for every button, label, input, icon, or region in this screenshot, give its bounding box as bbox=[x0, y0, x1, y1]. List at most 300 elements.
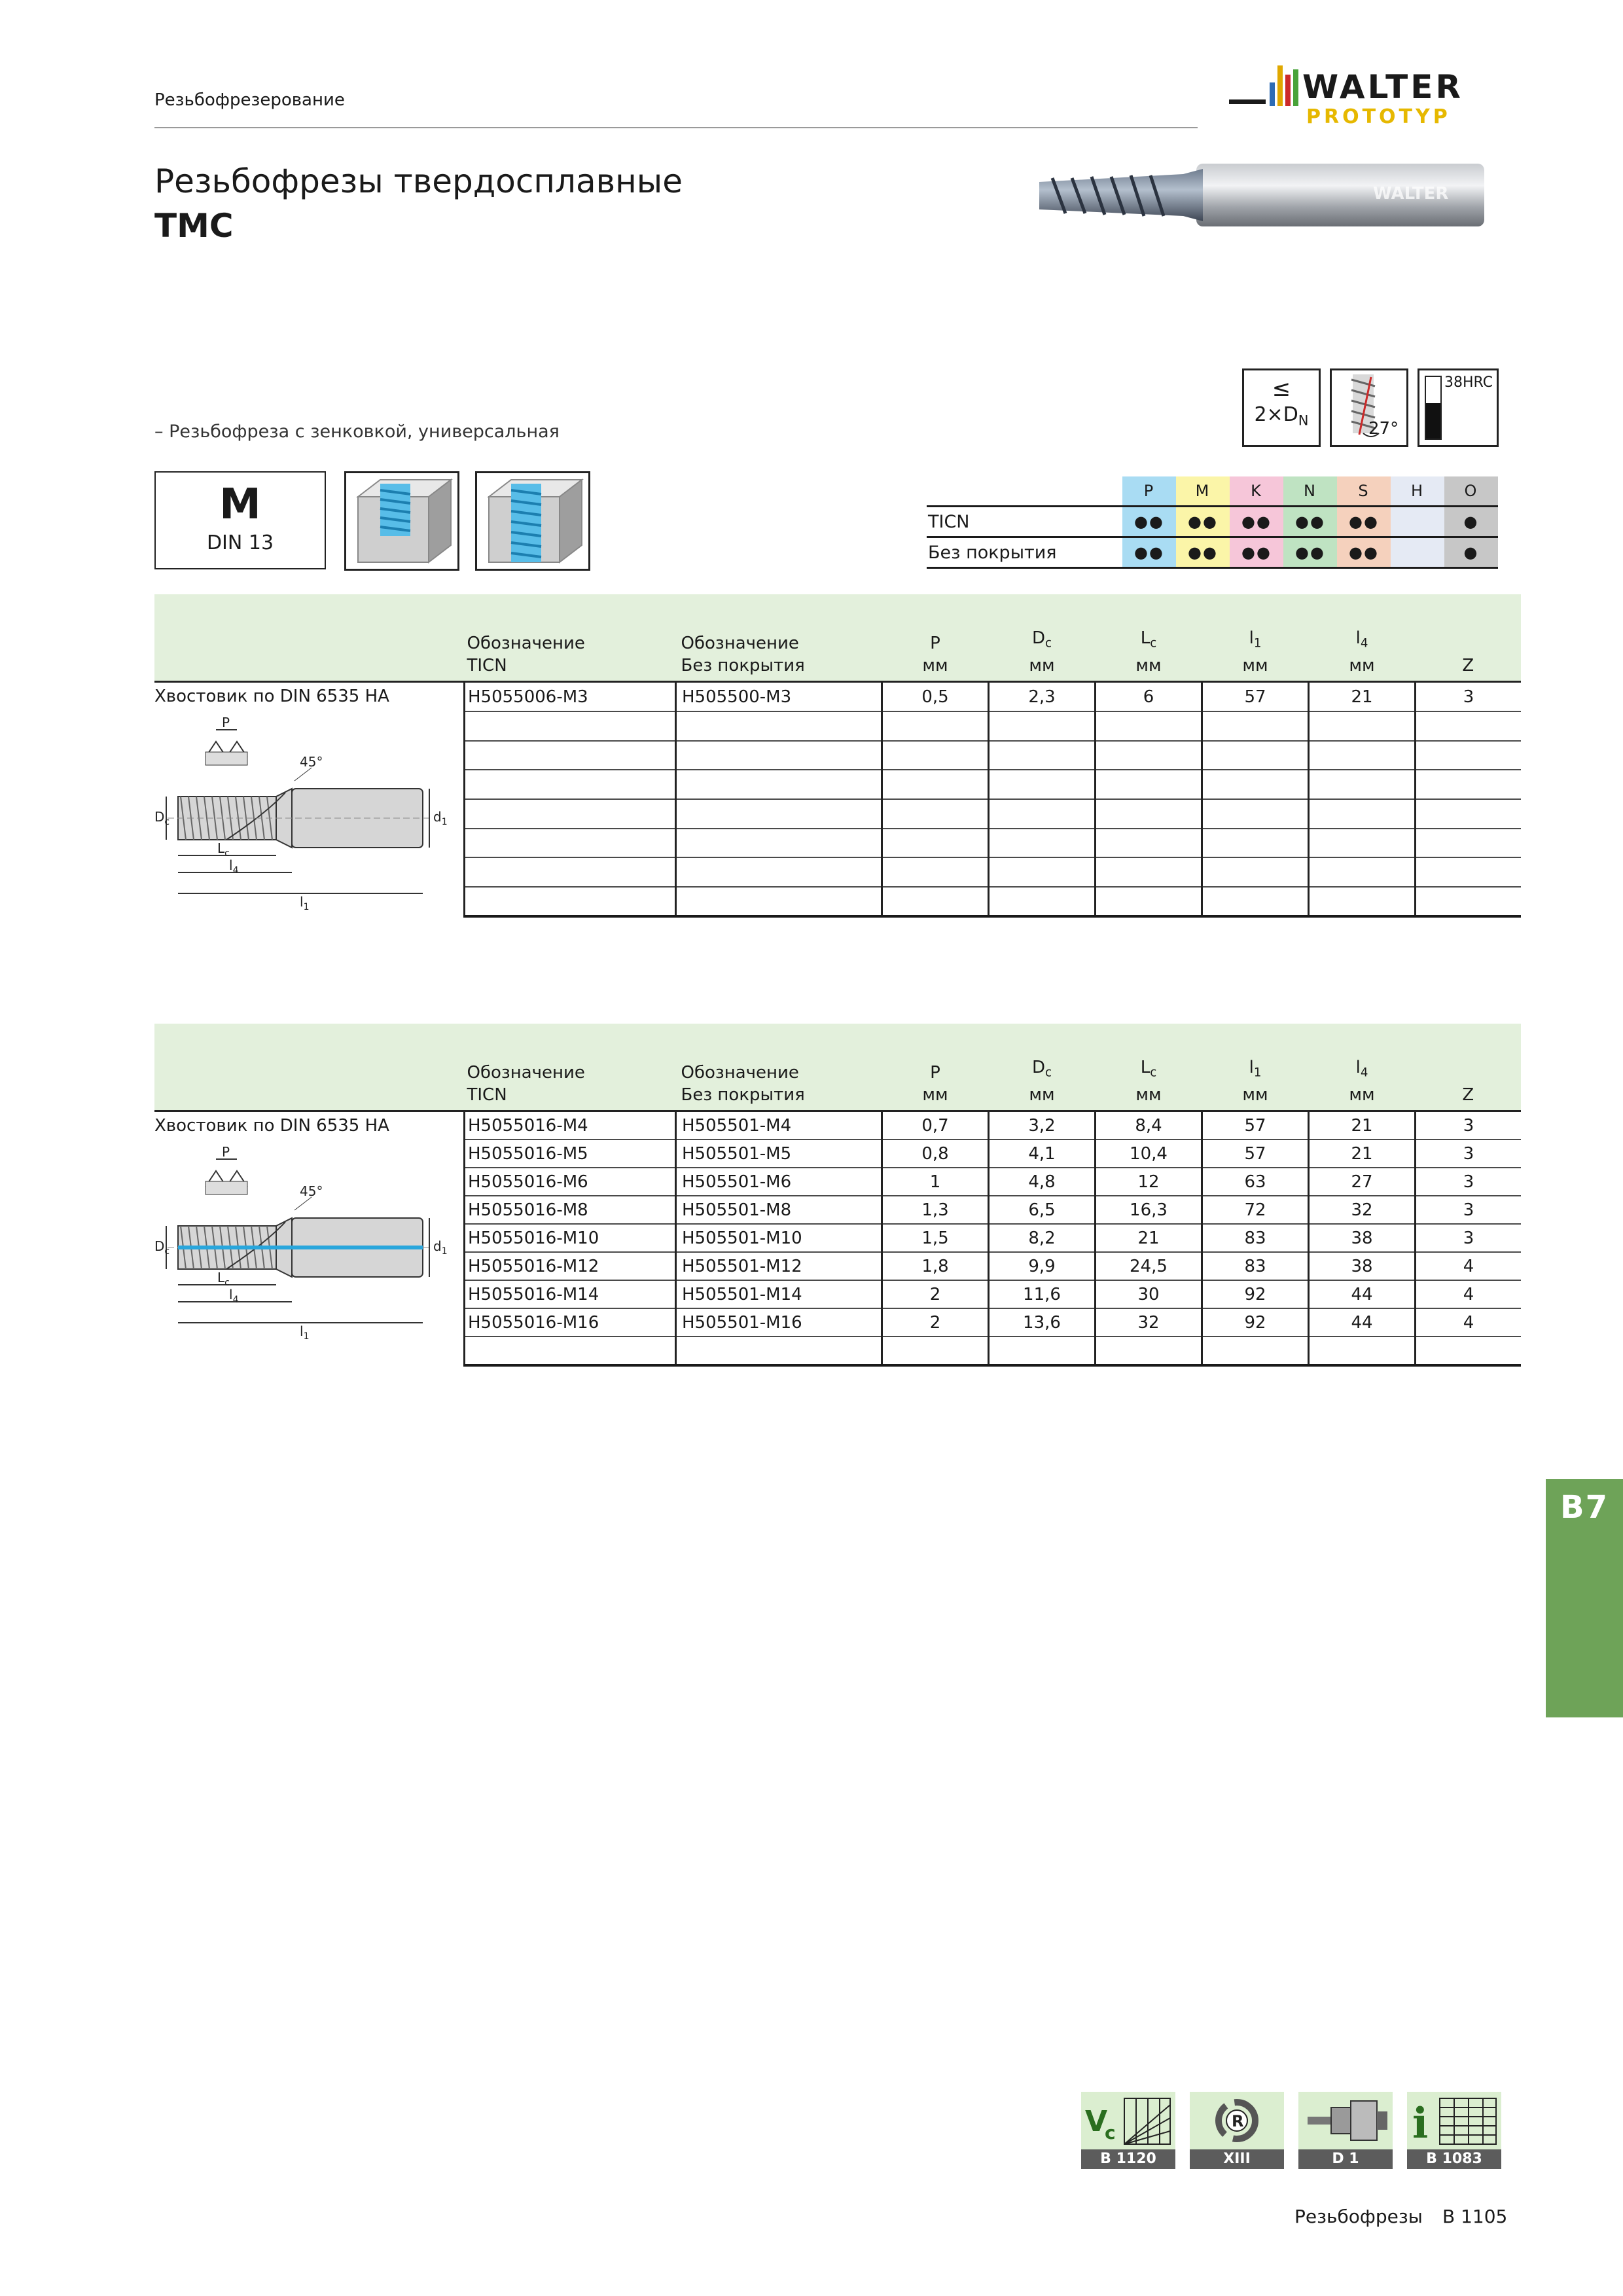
cell-z: 4 bbox=[1416, 1280, 1522, 1308]
cell-z bbox=[1416, 857, 1522, 887]
cell-p bbox=[882, 857, 989, 887]
cell-p: 2 bbox=[882, 1308, 989, 1336]
col-dc-sub: c bbox=[1045, 1066, 1052, 1080]
footer-page-number: B 1105 bbox=[1442, 2206, 1508, 2227]
cell-l1: 83 bbox=[1202, 1224, 1309, 1252]
depth-sub: N bbox=[1298, 412, 1309, 429]
cell-lc: 8,4 bbox=[1096, 1111, 1202, 1140]
col-header-ticn bbox=[465, 627, 676, 682]
cell-lc: 6 bbox=[1096, 682, 1202, 711]
cell-p bbox=[882, 799, 989, 829]
cell-lc bbox=[1096, 829, 1202, 858]
col-header-lc bbox=[1096, 1056, 1202, 1111]
cell-c1 bbox=[465, 711, 676, 741]
material-header-o: O bbox=[1444, 476, 1498, 507]
cell-p: 1 bbox=[882, 1168, 989, 1196]
cell-lc bbox=[1096, 857, 1202, 887]
material-cell: ●● bbox=[1230, 537, 1283, 568]
unit-mm: мм bbox=[1242, 656, 1268, 676]
col-header-ticn bbox=[465, 1056, 676, 1111]
svg-text:R: R bbox=[1232, 2112, 1244, 2130]
regrind-icon bbox=[1190, 2092, 1284, 2149]
cell-dc bbox=[989, 799, 1096, 829]
cell-c2: H505501-M12 bbox=[676, 1252, 882, 1280]
material-header-p: P bbox=[1122, 476, 1176, 507]
col-header-uncoated bbox=[676, 1056, 882, 1111]
cell-l4: 21 bbox=[1309, 1111, 1416, 1140]
cell-p: 0,7 bbox=[882, 1111, 989, 1140]
tool-dimension-drawing bbox=[154, 715, 448, 913]
l1-label: $l_1$ bbox=[300, 894, 310, 913]
unit-mm: мм bbox=[1349, 1085, 1375, 1105]
tool-holder-graphic bbox=[1298, 2092, 1393, 2149]
cell-z: 3 bbox=[1416, 1139, 1522, 1168]
cell-p bbox=[882, 1336, 989, 1365]
cell-l1 bbox=[1202, 799, 1309, 829]
svg-text:c: c bbox=[1105, 2122, 1116, 2144]
ref-tool-holder-label: D 1 bbox=[1298, 2149, 1393, 2169]
cell-l4: 21 bbox=[1309, 1139, 1416, 1168]
cell-c1 bbox=[465, 799, 676, 829]
cell-c1 bbox=[465, 1336, 676, 1365]
cell-p: 0,8 bbox=[882, 1139, 989, 1168]
cell-l4 bbox=[1309, 887, 1416, 917]
cell-l1 bbox=[1202, 857, 1309, 887]
ref-tool-holder bbox=[1298, 2092, 1393, 2170]
svg-text:V: V bbox=[1085, 2105, 1108, 2138]
ref-info-table bbox=[1407, 2092, 1501, 2170]
drawing-wrap bbox=[154, 1145, 463, 1346]
tool-dimension-drawing bbox=[154, 1144, 448, 1342]
cell-c1: H5055016-M14 bbox=[465, 1280, 676, 1308]
cell-l1: 57 bbox=[1202, 682, 1309, 711]
col-z: Z bbox=[1462, 1085, 1474, 1105]
material-cell: ●● bbox=[1283, 507, 1337, 537]
brand-sub-text: PROTOTYP bbox=[1306, 105, 1451, 128]
table-header-band bbox=[154, 594, 1521, 627]
cell-c1 bbox=[465, 829, 676, 858]
product-table-m4-m16 bbox=[154, 1024, 1521, 1367]
cell-c2: H505501-M6 bbox=[676, 1168, 882, 1196]
cell-z: 4 bbox=[1416, 1308, 1522, 1336]
table-header-row bbox=[154, 627, 1521, 682]
cell-c2 bbox=[676, 829, 882, 858]
cell-c1: H5055016-M12 bbox=[465, 1252, 676, 1280]
cell-z bbox=[1416, 887, 1522, 917]
ref-regrind-label: XIII bbox=[1190, 2149, 1284, 2169]
cell-dc bbox=[989, 741, 1096, 770]
col-p: P bbox=[930, 634, 940, 654]
col-header-dc bbox=[989, 1056, 1096, 1111]
cell-l4: 44 bbox=[1309, 1308, 1416, 1336]
col-ticn-sub: TICN bbox=[467, 1085, 507, 1105]
dc-label: $D_c$ bbox=[154, 1238, 170, 1257]
cell-l1 bbox=[1202, 770, 1309, 799]
cell-p: 2 bbox=[882, 1280, 989, 1308]
cell-p: 1,5 bbox=[882, 1224, 989, 1252]
unit-mm: мм bbox=[922, 1085, 948, 1105]
cell-c1: H5055016-M6 bbox=[465, 1168, 676, 1196]
ref-cutting-speed-label: B 1120 bbox=[1081, 2149, 1175, 2169]
cell-p: 1,8 bbox=[882, 1252, 989, 1280]
cell-l1 bbox=[1202, 1336, 1309, 1365]
cell-z bbox=[1416, 741, 1522, 770]
cell-lc: 10,4 bbox=[1096, 1139, 1202, 1168]
cell-l4 bbox=[1309, 770, 1416, 799]
unit-mm: мм bbox=[922, 656, 948, 676]
material-cell: ●● bbox=[1176, 537, 1230, 568]
cell-dc: 9,9 bbox=[989, 1252, 1096, 1280]
material-suitability-table bbox=[927, 476, 1498, 569]
cell-l1 bbox=[1202, 711, 1309, 741]
section-label: Резьбофрезерование bbox=[154, 90, 345, 110]
ref-info-table-label: B 1083 bbox=[1407, 2149, 1501, 2169]
cell-l4: 38 bbox=[1309, 1224, 1416, 1252]
cell-p: 1,3 bbox=[882, 1196, 989, 1224]
cell-dc: 13,6 bbox=[989, 1308, 1096, 1336]
cell-p bbox=[882, 887, 989, 917]
cell-l4: 32 bbox=[1309, 1196, 1416, 1224]
lc-label: $L_c$ bbox=[217, 1270, 230, 1289]
cell-c1: H5055016-M4 bbox=[465, 1111, 676, 1140]
shank-cell bbox=[154, 682, 465, 917]
hardness-gauge bbox=[1425, 376, 1442, 440]
col-uncoated-sub: Без покрытия bbox=[681, 656, 805, 676]
tool-holder-icon bbox=[1298, 2092, 1393, 2149]
material-row-label: Без покрытия bbox=[927, 537, 1122, 568]
material-row-ticn bbox=[927, 507, 1498, 537]
cell-c2: H505500-M3 bbox=[676, 682, 882, 711]
ref-cutting-speed bbox=[1081, 2092, 1175, 2170]
col-l1: l bbox=[1249, 628, 1254, 648]
cell-c2 bbox=[676, 799, 882, 829]
cell-c1: H5055016-M8 bbox=[465, 1196, 676, 1224]
cell-c2: H505501-M14 bbox=[676, 1280, 882, 1308]
col-l1-sub: 1 bbox=[1253, 1066, 1262, 1080]
col-dc: D bbox=[1031, 1058, 1046, 1077]
info-table-graphic bbox=[1407, 2092, 1501, 2149]
cell-lc bbox=[1096, 1336, 1202, 1365]
d1-label: $d_1$ bbox=[433, 1238, 448, 1257]
table-header-spacer bbox=[154, 594, 1521, 627]
pitch-label: P bbox=[222, 1144, 230, 1160]
col-l4: l bbox=[1355, 1058, 1361, 1077]
cell-l4 bbox=[1309, 829, 1416, 858]
info-table-icon bbox=[1407, 2092, 1501, 2149]
cell-lc: 30 bbox=[1096, 1280, 1202, 1308]
table-row bbox=[154, 1111, 1521, 1140]
cell-p: 0,5 bbox=[882, 682, 989, 711]
l4-label: $l_4$ bbox=[229, 1287, 239, 1306]
lc-label: $L_c$ bbox=[217, 840, 230, 859]
dc-label: $D_c$ bbox=[154, 809, 170, 828]
cell-z: 4 bbox=[1416, 1252, 1522, 1280]
tool-engraving: WALTER bbox=[1373, 184, 1449, 204]
cell-l1 bbox=[1202, 829, 1309, 858]
cell-l4: 38 bbox=[1309, 1252, 1416, 1280]
col-l4-sub: 4 bbox=[1360, 1066, 1368, 1080]
cell-c2 bbox=[676, 887, 882, 917]
hardness-gauge-fill bbox=[1426, 403, 1440, 439]
cell-z bbox=[1416, 799, 1522, 829]
table-header-spacer bbox=[154, 1024, 1521, 1056]
helix-angle-label: 27° bbox=[1368, 419, 1399, 439]
walter-prototyp-logo bbox=[1229, 60, 1504, 132]
material-cell bbox=[1391, 537, 1444, 568]
l4-label: $l_4$ bbox=[229, 857, 239, 876]
col-header-l4 bbox=[1309, 627, 1416, 682]
brand-main-text: WALTER bbox=[1302, 68, 1463, 106]
cell-lc: 32 bbox=[1096, 1308, 1202, 1336]
material-header-k: K bbox=[1230, 476, 1283, 507]
depth-symbol: ≤ bbox=[1272, 376, 1291, 402]
thread-profile-letter: M bbox=[219, 480, 261, 529]
col-header-lc bbox=[1096, 627, 1202, 682]
cell-l1 bbox=[1202, 887, 1309, 917]
material-cell: ●● bbox=[1283, 537, 1337, 568]
cell-l4 bbox=[1309, 857, 1416, 887]
cell-z: 3 bbox=[1416, 1168, 1522, 1196]
material-header-n: N bbox=[1283, 476, 1337, 507]
cutting-speed-icon bbox=[1081, 2092, 1175, 2149]
cell-l1 bbox=[1202, 741, 1309, 770]
material-cell: ●● bbox=[1122, 537, 1176, 568]
pitch-label: P bbox=[222, 715, 230, 731]
shank-label: Хвостовик по DIN 6535 HA bbox=[154, 687, 389, 707]
col-p: P bbox=[930, 1063, 940, 1083]
cell-lc bbox=[1096, 887, 1202, 917]
cell-lc bbox=[1096, 770, 1202, 799]
cell-dc bbox=[989, 1336, 1096, 1365]
depth-2xdn-icon bbox=[1242, 368, 1321, 447]
cell-z: 3 bbox=[1416, 1111, 1522, 1140]
unit-mm: мм bbox=[1135, 656, 1162, 676]
cell-dc bbox=[989, 711, 1096, 741]
thread-standard-din: DIN 13 bbox=[206, 531, 274, 554]
depth-value bbox=[1244, 403, 1319, 428]
cell-z: 3 bbox=[1416, 1196, 1522, 1224]
unit-mm: мм bbox=[1135, 1085, 1162, 1105]
cell-c1 bbox=[465, 887, 676, 917]
cell-c2 bbox=[676, 770, 882, 799]
col-dc-sub: c bbox=[1045, 636, 1052, 651]
col-header-uncoated bbox=[676, 627, 882, 682]
material-cell: ● bbox=[1444, 537, 1498, 568]
material-header-s: S bbox=[1337, 476, 1391, 507]
ref-regrind bbox=[1190, 2092, 1284, 2170]
cell-z bbox=[1416, 1336, 1522, 1365]
thread-mill-photo bbox=[1033, 156, 1495, 234]
col-lc: L bbox=[1140, 628, 1150, 648]
cell-c2 bbox=[676, 1336, 882, 1365]
material-cell: ●● bbox=[1337, 507, 1391, 537]
col-ticn-sub: TICN bbox=[467, 656, 507, 676]
cell-z: 3 bbox=[1416, 682, 1522, 711]
thread-standard-box bbox=[154, 471, 326, 569]
col-uncoated-title: Обозначение bbox=[681, 1063, 799, 1083]
cell-z: 3 bbox=[1416, 1224, 1522, 1252]
cell-c2: H505501-M10 bbox=[676, 1224, 882, 1252]
page-subtitle-code: TMC bbox=[154, 207, 234, 245]
cell-l4 bbox=[1309, 711, 1416, 741]
material-cell: ●● bbox=[1122, 507, 1176, 537]
cell-c1 bbox=[465, 741, 676, 770]
cell-dc bbox=[989, 829, 1096, 858]
product-description: – Резьбофреза с зенковкой, универсальная bbox=[154, 422, 560, 442]
cell-lc bbox=[1096, 711, 1202, 741]
blind-hole-pictogram bbox=[344, 471, 459, 571]
cell-dc: 8,2 bbox=[989, 1224, 1096, 1252]
page-title: Резьбофрезы твердосплавные bbox=[154, 162, 683, 200]
col-uncoated-sub: Без покрытия bbox=[681, 1085, 805, 1105]
through-hole-icon bbox=[477, 473, 588, 569]
cell-c1: H5055016-M5 bbox=[465, 1139, 676, 1168]
cell-l1: 92 bbox=[1202, 1280, 1309, 1308]
cell-l4 bbox=[1309, 799, 1416, 829]
product-table-m3 bbox=[154, 594, 1521, 918]
cell-l4: 21 bbox=[1309, 682, 1416, 711]
footer-chapter: Резьбофрезы bbox=[1294, 2206, 1423, 2227]
material-header-row bbox=[927, 476, 1498, 507]
cell-dc: 4,8 bbox=[989, 1168, 1096, 1196]
cell-dc: 11,6 bbox=[989, 1280, 1096, 1308]
through-hole-pictogram bbox=[475, 471, 590, 571]
cell-lc bbox=[1096, 799, 1202, 829]
col-header-pitch bbox=[882, 627, 989, 682]
material-cell: ●● bbox=[1337, 537, 1391, 568]
material-cell: ●● bbox=[1230, 507, 1283, 537]
cell-p bbox=[882, 711, 989, 741]
cell-c1 bbox=[465, 857, 676, 887]
cell-c1: H5055016-M16 bbox=[465, 1308, 676, 1336]
cell-l4: 44 bbox=[1309, 1280, 1416, 1308]
chamfer-angle-label: 45° bbox=[300, 754, 323, 770]
cell-lc: 21 bbox=[1096, 1224, 1202, 1252]
cell-c2 bbox=[676, 857, 882, 887]
material-header-m: M bbox=[1176, 476, 1230, 507]
l1-label: $l_1$ bbox=[300, 1323, 310, 1342]
col-lc-sub: c bbox=[1150, 636, 1157, 651]
cutting-speed-graphic bbox=[1081, 2092, 1175, 2149]
col-dc: D bbox=[1031, 628, 1046, 648]
unit-mm: мм bbox=[1029, 1085, 1055, 1105]
cell-c1: H5055016-M10 bbox=[465, 1224, 676, 1252]
cell-l1: 63 bbox=[1202, 1168, 1309, 1196]
cell-c2: H505501-M4 bbox=[676, 1111, 882, 1140]
drawing-wrap bbox=[154, 715, 463, 916]
col-l4-sub: 4 bbox=[1360, 636, 1368, 651]
material-header-spacer bbox=[927, 476, 1122, 507]
table-header-row bbox=[154, 1056, 1521, 1111]
cell-l4 bbox=[1309, 741, 1416, 770]
cell-c2: H505501-M16 bbox=[676, 1308, 882, 1336]
cell-dc: 2,3 bbox=[989, 682, 1096, 711]
shank-label: Хвостовик по DIN 6535 HA bbox=[154, 1116, 389, 1136]
cell-z bbox=[1416, 711, 1522, 741]
cell-l4 bbox=[1309, 1336, 1416, 1365]
col-header-dc bbox=[989, 627, 1096, 682]
shank-cell bbox=[154, 1111, 465, 1366]
cell-lc bbox=[1096, 741, 1202, 770]
col-header-z bbox=[1416, 627, 1522, 682]
hardness-icon bbox=[1418, 368, 1499, 447]
col-header-z bbox=[1416, 1056, 1522, 1111]
col-l4: l bbox=[1355, 628, 1361, 648]
hardness-label: 38HRC bbox=[1444, 374, 1493, 391]
cell-z bbox=[1416, 770, 1522, 799]
cell-p bbox=[882, 770, 989, 799]
svg-text:i: i bbox=[1412, 2099, 1429, 2148]
regrind-graphic bbox=[1190, 2092, 1284, 2149]
col-lc-sub: c bbox=[1150, 1066, 1157, 1080]
chamfer-angle-label: 45° bbox=[300, 1183, 323, 1200]
unit-mm: мм bbox=[1349, 656, 1375, 676]
cell-dc: 6,5 bbox=[989, 1196, 1096, 1224]
unit-mm: мм bbox=[1242, 1085, 1268, 1105]
cell-c1 bbox=[465, 770, 676, 799]
table-header-band bbox=[154, 1024, 1521, 1056]
material-cell: ●● bbox=[1176, 507, 1230, 537]
cell-c2: H505501-M8 bbox=[676, 1196, 882, 1224]
cell-c2 bbox=[676, 741, 882, 770]
depth-text: 2×D bbox=[1254, 403, 1298, 426]
header-empty-cell bbox=[154, 1056, 465, 1111]
col-lc: L bbox=[1140, 1058, 1150, 1077]
cell-l1: 83 bbox=[1202, 1252, 1309, 1280]
helix-angle-icon bbox=[1330, 368, 1408, 447]
cell-c2 bbox=[676, 711, 882, 741]
unit-mm: мм bbox=[1029, 656, 1055, 676]
header-empty-cell bbox=[154, 627, 465, 682]
cell-z bbox=[1416, 829, 1522, 858]
table-row bbox=[154, 682, 1521, 711]
col-uncoated-title: Обозначение bbox=[681, 634, 799, 654]
cell-l1: 72 bbox=[1202, 1196, 1309, 1224]
col-z: Z bbox=[1462, 656, 1474, 676]
col-ticn-title: Обозначение bbox=[467, 1063, 585, 1083]
cell-dc bbox=[989, 887, 1096, 917]
chapter-tab: B7 bbox=[1546, 1479, 1623, 1717]
cell-dc: 4,1 bbox=[989, 1139, 1096, 1168]
material-cell bbox=[1391, 507, 1444, 537]
blind-hole-icon bbox=[346, 473, 457, 569]
cell-lc: 12 bbox=[1096, 1168, 1202, 1196]
d1-label: $d_1$ bbox=[433, 809, 448, 828]
cell-l1: 57 bbox=[1202, 1111, 1309, 1140]
cell-c1: H5055006-M3 bbox=[465, 682, 676, 711]
col-l1-sub: 1 bbox=[1253, 636, 1262, 651]
col-header-l1 bbox=[1202, 1056, 1309, 1111]
cell-dc bbox=[989, 857, 1096, 887]
cell-l1: 92 bbox=[1202, 1308, 1309, 1336]
cell-c2: H505501-M5 bbox=[676, 1139, 882, 1168]
col-header-l1 bbox=[1202, 627, 1309, 682]
material-header-h: H bbox=[1391, 476, 1444, 507]
cell-dc: 3,2 bbox=[989, 1111, 1096, 1140]
material-cell: ● bbox=[1444, 507, 1498, 537]
material-row-uncoated bbox=[927, 537, 1498, 568]
col-header-pitch bbox=[882, 1056, 989, 1111]
col-ticn-title: Обозначение bbox=[467, 634, 585, 654]
cell-dc bbox=[989, 770, 1096, 799]
material-row-label: TICN bbox=[927, 507, 1122, 537]
cell-lc: 24,5 bbox=[1096, 1252, 1202, 1280]
cell-lc: 16,3 bbox=[1096, 1196, 1202, 1224]
header-divider bbox=[154, 127, 1198, 128]
col-l1: l bbox=[1249, 1058, 1254, 1077]
cell-p bbox=[882, 829, 989, 858]
cell-l4: 27 bbox=[1309, 1168, 1416, 1196]
